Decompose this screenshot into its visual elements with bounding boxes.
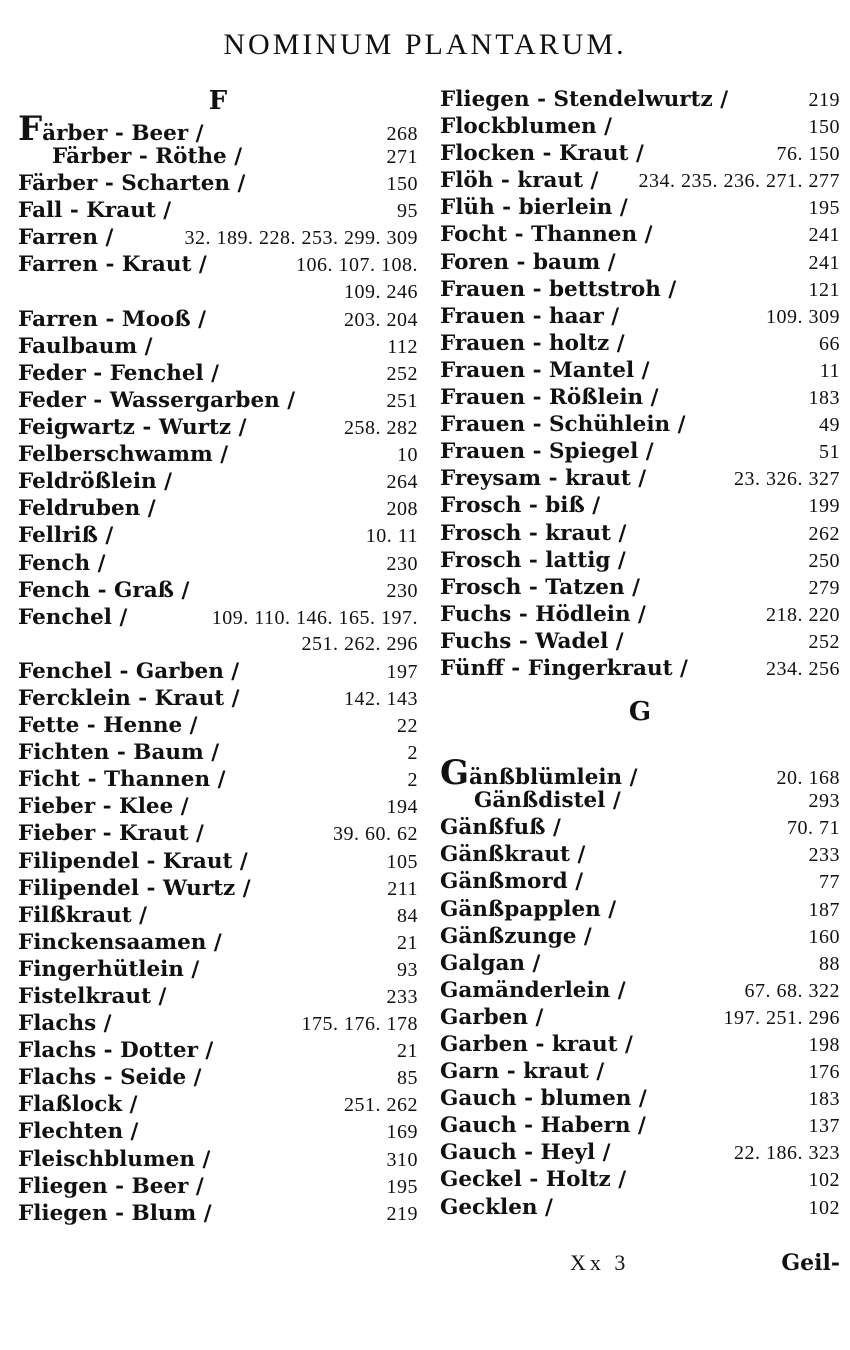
entry-pages: 279 — [808, 576, 840, 599]
index-entry — [18, 550, 418, 577]
entry-pages: 250 — [808, 549, 840, 572]
entry-term: Gamänderlein / — [440, 977, 626, 1003]
entry-pages: 39. 60. 62 — [333, 823, 418, 846]
entry-pages: 241 — [808, 224, 840, 247]
running-head: NOMINUM PLANTARUM. — [223, 28, 627, 61]
entry-pages: 32. 189. 228. 253. 299. 309 — [184, 227, 418, 250]
index-entry — [18, 631, 418, 658]
index-entry — [440, 438, 840, 465]
entry-pages: 234. 256 — [766, 657, 840, 680]
entry-term: Gänßpapplen / — [440, 896, 617, 922]
entry-term: Filßkraut / — [18, 902, 147, 928]
index-entry — [18, 1146, 418, 1173]
index-entry — [18, 109, 418, 149]
index-entry — [440, 330, 840, 357]
entry-term: Flechten / — [18, 1119, 139, 1145]
entry-pages: 76. 150 — [776, 143, 840, 166]
entry-pages: 150 — [386, 173, 418, 196]
index-entry — [18, 739, 418, 766]
index-entry — [440, 896, 840, 923]
entry-pages: 262 — [808, 522, 840, 545]
entry-term: Geckel - Holtz / — [440, 1167, 627, 1193]
catchword: Geil- — [781, 1250, 840, 1276]
index-entry — [18, 793, 418, 820]
entry-pages: 137 — [808, 1115, 840, 1138]
entry-term: Fench - Graß / — [18, 577, 190, 603]
entry-pages: 10. 11 — [365, 525, 418, 548]
entry-pages: 252 — [386, 362, 418, 385]
entry-term: Flüh - bierlein / — [440, 195, 628, 221]
entry-pages: 218. 220 — [766, 603, 840, 626]
entry-term: Fenchel / — [18, 604, 128, 630]
index-entry — [440, 814, 840, 841]
signature-mark: Xx 3 — [570, 1250, 630, 1275]
entry-term: Fieber - Klee / — [18, 794, 189, 820]
entry-term: Färber - Scharten / — [18, 171, 246, 197]
entry-term: Finckensaamen / — [18, 929, 222, 955]
entry-term: Flockblumen / — [440, 114, 612, 140]
index-entry — [440, 1112, 840, 1139]
entry-term: Fichten - Baum / — [18, 740, 220, 766]
page-footer — [440, 1250, 840, 1276]
entry-pages: 142. 143 — [344, 687, 418, 710]
entry-pages: 70. 71 — [787, 817, 840, 840]
entry-pages: 21 — [397, 1040, 418, 1063]
index-entry — [18, 604, 418, 631]
index-entry — [18, 522, 418, 549]
entry-pages: 150 — [808, 116, 840, 139]
entry-pages: 219 — [386, 1202, 418, 1225]
entry-term: Feigwartz - Wurtz / — [18, 415, 247, 441]
entry-term: Gänßmord / — [440, 869, 584, 895]
right-entry-list-f — [440, 86, 840, 682]
entry-pages: 233 — [808, 844, 840, 867]
index-entry — [18, 685, 418, 712]
entry-term: Feldrößlein / — [18, 469, 172, 495]
entry-term: Filipendel - Wurtz / — [18, 875, 251, 901]
left-entry-list — [18, 109, 418, 1227]
entry-term: Fall - Kraut / — [18, 198, 172, 224]
index-entry — [18, 170, 418, 197]
entry-pages: 195 — [386, 1175, 418, 1198]
entry-pages: 195 — [808, 197, 840, 220]
index-entry — [18, 143, 418, 170]
right-column — [440, 86, 840, 1221]
index-entry — [18, 1200, 418, 1227]
index-entry — [18, 468, 418, 495]
entry-pages: 176 — [808, 1061, 840, 1084]
entry-term: Fistelkraut / — [18, 984, 167, 1009]
index-entry — [18, 224, 418, 251]
index-entry — [18, 848, 418, 875]
entry-pages: 21 — [397, 931, 418, 954]
entry-term: Färber - Röthe / — [52, 144, 243, 170]
entry-pages: 11 — [819, 359, 840, 382]
index-entry — [18, 1118, 418, 1145]
section-letter-f: F — [208, 86, 228, 116]
index-entry — [440, 1031, 840, 1058]
index-entry — [440, 303, 840, 330]
entry-pages: 20. 168 — [776, 767, 840, 790]
entry-term: Frosch - biß / — [440, 493, 601, 519]
entry-pages: 234. 235. 236. 271. 277 — [638, 170, 840, 193]
entry-pages: 109. 110. 146. 165. 197. — [211, 606, 418, 629]
entry-pages: 310 — [386, 1148, 418, 1171]
entry-term: Fleischblumen / — [18, 1146, 211, 1172]
entry-term: Färber - Beer / — [18, 109, 204, 149]
index-entry — [440, 950, 840, 977]
index-entry — [18, 279, 418, 306]
entry-term: Farren / — [18, 225, 114, 251]
index-entry — [440, 923, 840, 950]
entry-term: Frauen - bettstroh / — [440, 276, 677, 302]
index-entry — [18, 495, 418, 522]
index-entry — [18, 1173, 418, 1200]
entry-term: Frauen - haar / — [440, 303, 620, 329]
entry-term: Frauen - Spiegel / — [440, 439, 654, 465]
entry-pages: 219 — [808, 89, 840, 111]
index-entry — [18, 1010, 418, 1037]
entry-pages: 160 — [808, 925, 840, 948]
entry-term: Filipendel - Kraut / — [18, 848, 248, 874]
section-letter-g: G — [628, 697, 652, 728]
index-entry — [440, 1139, 840, 1166]
index-entry — [18, 983, 418, 1010]
entry-pages: 2 — [407, 769, 418, 792]
entry-pages: 251 — [386, 389, 418, 412]
index-entry — [18, 712, 418, 739]
index-entry — [440, 753, 840, 794]
entry-term: Fliegen - Blum / — [18, 1200, 212, 1226]
entry-term: Farren - Kraut / — [18, 252, 207, 278]
index-entry — [18, 441, 418, 468]
entry-term: Flaßlock / — [18, 1092, 138, 1118]
index-entry — [18, 577, 418, 604]
entry-pages: 95 — [397, 200, 418, 223]
index-entry — [18, 306, 418, 333]
index-entry — [440, 574, 840, 601]
entry-pages: 109. 309 — [766, 305, 840, 328]
index-entry — [18, 956, 418, 983]
entry-term: Gauch - blumen / — [440, 1086, 647, 1112]
entry-term: Fliegen - Stendelwurtz / — [440, 87, 729, 112]
index-entry — [440, 977, 840, 1004]
entry-pages: 271 — [386, 146, 418, 169]
entry-pages: 66 — [819, 332, 840, 355]
entry-term: Frosch - Tatzen / — [440, 574, 640, 600]
index-entry — [18, 387, 418, 414]
index-entry — [18, 414, 418, 441]
index-entry — [440, 547, 840, 574]
entry-pages: 198 — [808, 1034, 840, 1056]
entry-term: Gänßkraut / — [440, 842, 586, 868]
entry-term: Focht - Thannen / — [440, 222, 653, 248]
entry-pages: 109. 246 — [344, 280, 418, 303]
index-entry — [18, 333, 418, 360]
entry-term: Fercklein - Kraut / — [18, 685, 240, 711]
entry-pages: 175. 176. 178 — [301, 1013, 418, 1036]
entry-term: Gänßblümlein / — [440, 753, 638, 794]
index-entry — [18, 820, 418, 847]
entry-pages: 211 — [387, 877, 418, 900]
entry-term: Fünff - Fingerkraut / — [440, 655, 688, 681]
entry-pages: 84 — [397, 904, 418, 927]
entry-term: Feder - Fenchel / — [18, 360, 220, 386]
index-entry — [440, 601, 840, 628]
index-entry — [440, 276, 840, 303]
entry-term: Feder - Wassergarben / — [18, 387, 296, 413]
entry-term: Gauch - Habern / — [440, 1113, 646, 1139]
index-entry — [18, 902, 418, 929]
entry-pages: 252 — [808, 630, 840, 653]
entry-pages: 106. 107. 108. — [296, 254, 418, 277]
entry-pages: 264 — [386, 471, 418, 494]
entry-term: Ficht - Thannen / — [18, 767, 226, 793]
entry-term: Fieber - Kraut / — [18, 821, 204, 847]
entry-term: Fuchs - Wadel / — [440, 628, 624, 654]
entry-pages: 208 — [386, 498, 418, 521]
entry-pages: 77 — [819, 871, 840, 894]
entry-term: Flachs - Dotter / — [18, 1038, 214, 1064]
entry-term: Gänßzunge / — [440, 923, 592, 949]
entry-term: Fliegen - Beer / — [18, 1173, 204, 1199]
entry-term: Gänßdistel / — [474, 788, 621, 814]
entry-pages: 268 — [386, 123, 418, 145]
entry-pages: 2 — [407, 742, 418, 765]
entry-term: Garben - kraut / — [440, 1032, 633, 1057]
entry-pages: 203. 204 — [344, 308, 418, 331]
index-entry — [18, 251, 418, 278]
entry-term: Faulbaum / — [18, 333, 153, 359]
entry-term: Frauen - Mantel / — [440, 357, 650, 383]
index-entry — [440, 140, 840, 167]
entry-pages: 293 — [808, 790, 840, 813]
index-entry — [18, 658, 418, 685]
entry-pages: 197. 251. 296 — [723, 1006, 840, 1029]
entry-pages: 51 — [819, 441, 840, 464]
entry-term: Foren - baum / — [440, 249, 616, 275]
entry-pages: 251. 262. 296 — [301, 632, 418, 655]
entry-pages: 102 — [808, 1169, 840, 1192]
index-entry — [440, 194, 840, 221]
entry-term: Fench / — [18, 550, 106, 576]
index-entry — [440, 465, 840, 492]
index-entry — [18, 1091, 418, 1118]
entry-term: Garben / — [440, 1004, 544, 1030]
index-entry — [440, 384, 840, 411]
entry-pages: 112 — [387, 335, 418, 358]
entry-term: Galgan / — [440, 950, 541, 976]
left-column — [18, 86, 418, 1227]
index-entry — [440, 628, 840, 655]
entry-term: Frauen - Schühlein / — [440, 412, 686, 438]
entry-pages: 88 — [819, 952, 840, 975]
entry-term: Flachs / — [18, 1011, 112, 1037]
entry-pages: 183 — [808, 1088, 840, 1111]
entry-pages: 22 — [397, 715, 418, 738]
entry-term: Frosch - kraut / — [440, 520, 627, 546]
entry-pages: 105 — [386, 850, 418, 873]
entry-term: Freysam - kraut / — [440, 466, 647, 492]
entry-term: Flocken - Kraut / — [440, 141, 644, 167]
index-entry — [440, 1085, 840, 1112]
index-entry — [440, 492, 840, 519]
entry-term: Fenchel - Garben / — [18, 658, 240, 684]
index-entry — [18, 875, 418, 902]
entry-pages: 102 — [808, 1196, 840, 1219]
index-entry — [440, 86, 840, 113]
entry-pages: 121 — [808, 278, 840, 301]
entry-term: Fette - Henne / — [18, 713, 198, 739]
entry-pages: 241 — [808, 251, 840, 274]
entry-pages: 199 — [808, 495, 840, 518]
entry-pages: 49 — [819, 414, 840, 437]
entry-pages: 22. 186. 323 — [734, 1142, 840, 1165]
index-entry — [18, 197, 418, 224]
entry-term: Flöh - kraut / — [440, 168, 599, 194]
index-entry — [18, 766, 418, 793]
entry-pages: 169 — [386, 1121, 418, 1144]
index-entry — [18, 1064, 418, 1091]
index-entry — [440, 221, 840, 248]
entry-pages: 194 — [386, 796, 418, 819]
index-entry — [18, 929, 418, 956]
entry-term: Garn - kraut / — [440, 1059, 605, 1085]
entry-pages: 187 — [808, 898, 840, 921]
entry-pages: 197 — [386, 660, 418, 683]
entry-pages: 23. 326. 327 — [734, 468, 840, 491]
entry-term: Gauch - Heyl / — [440, 1140, 611, 1166]
entry-term: Fellriß / — [18, 523, 114, 549]
entry-pages: 93 — [397, 958, 418, 981]
index-entry — [440, 1004, 840, 1031]
entry-pages: 230 — [386, 552, 418, 575]
index-entry — [18, 1037, 418, 1064]
index-entry — [440, 1166, 840, 1193]
index-entry — [440, 1058, 840, 1085]
entry-term: Frauen - holtz / — [440, 330, 625, 356]
entry-term: Frosch - lattig / — [440, 547, 626, 573]
entry-term: Felberschwamm / — [18, 442, 229, 468]
entry-pages: 251. 262 — [344, 1094, 418, 1117]
index-entry — [440, 655, 840, 682]
index-entry — [440, 249, 840, 276]
entry-pages: 67. 68. 322 — [744, 979, 840, 1002]
entry-pages: 233 — [386, 986, 418, 1008]
index-entry — [440, 411, 840, 438]
index-entry — [18, 360, 418, 387]
entry-term: Gänßfuß / — [440, 815, 561, 841]
entry-pages: 10 — [397, 444, 418, 467]
index-entry — [440, 868, 840, 895]
entry-pages: 230 — [386, 579, 418, 602]
entry-term: Feldruben / — [18, 496, 156, 522]
entry-term: Flachs - Seide / — [18, 1065, 202, 1091]
entry-term: Fuchs - Hödlein / — [440, 601, 646, 627]
entry-term: Fingerhütlein / — [18, 956, 200, 982]
index-entry — [440, 113, 840, 140]
entry-term: Gecklen / — [440, 1194, 553, 1220]
entry-pages: 183 — [808, 387, 840, 410]
right-entry-list-g — [440, 753, 840, 1221]
index-entry — [440, 841, 840, 868]
index-entry — [440, 357, 840, 384]
entry-term: Frauen - Rößlein / — [440, 385, 659, 411]
index-entry — [440, 520, 840, 547]
entry-pages: 85 — [397, 1067, 418, 1090]
entry-term: Farren - Mooß / — [18, 306, 207, 332]
section-gap — [440, 730, 840, 760]
index-entry — [440, 1194, 840, 1221]
entry-pages: 258. 282 — [344, 417, 418, 440]
index-entry — [440, 167, 840, 194]
